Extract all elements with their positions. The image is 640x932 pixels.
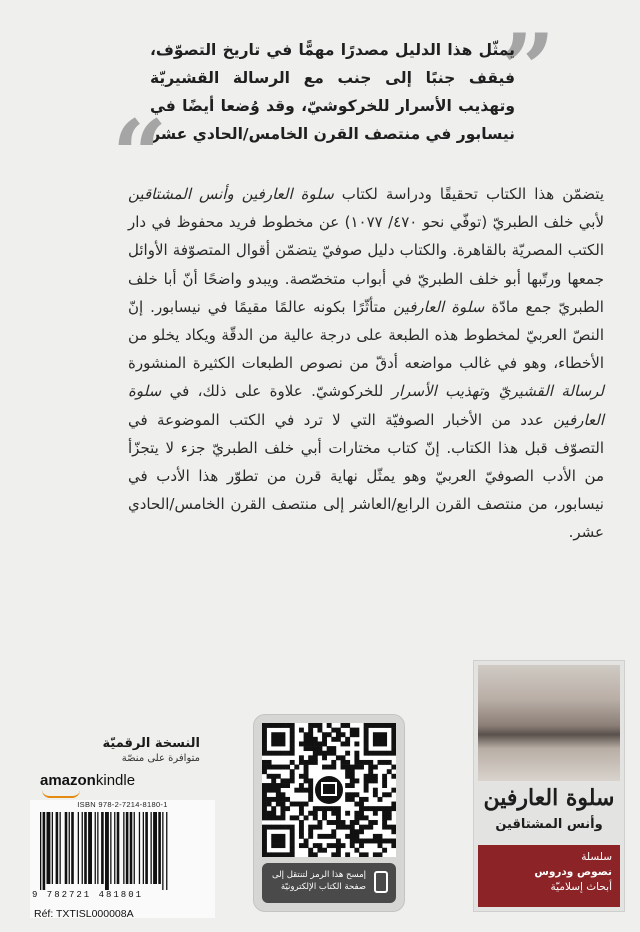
isbn-barcode xyxy=(30,800,215,918)
qr-code[interactable] xyxy=(262,723,396,857)
qr-caption-text: إمسح هذا الرمز لتنتقل إلى صفحة الكتاب الإلكترونيّة xyxy=(271,870,366,892)
cover-title: سلوة العارفين xyxy=(483,785,615,811)
book-title-ref: لرسالة القشيريّ xyxy=(498,382,604,401)
amazon-kindle-logo xyxy=(40,772,135,789)
book-cover-thumbnail xyxy=(473,660,625,912)
book-title-ref: سلوة العارفين وأنس المشتاقين xyxy=(128,185,334,203)
kindle-wordmark: kindle xyxy=(95,772,136,789)
cover-artwork xyxy=(478,665,620,781)
book-title-ref: سلوة العارفين xyxy=(128,382,604,429)
amazon-wordmark: amazon xyxy=(40,772,96,789)
series-line-1: سلسلة xyxy=(581,851,612,863)
description-text: يتضمّن هذا الكتاب تحقيقًا ودراسة لكتاب سلوة العارفين وأنس المشتاقين لأبي خلف الطبريّ (توفّي نحو ٤٧٠/ ١٠٧٧) عن مخطوط فريد محفوظ في دار الكتب المصريّة بالقاهرة. والكتاب دليل صوفيّ يتضمّن أقوال المتصوّفة الأوائل جمعها ورتّبها أبو خلف الطبريّ في أبواب متخصّصة. ويبدو واضحًا أنّ أبا خلف الطبريّ جمع مادّة سلوة العارفين متأثّرًا بكونه عالمًا مقيمًا في نيسابور. إنّ النصّ العربيّ لمخطوط هذه الطبعة على درجة عالية من الدقّة ويكاد يخلو من الأخطاء، وهو في غالب مواضعه أدقّ من نصوص الطبعات الكثيرة المنشورة لرسالة القشيريّ وتهذيب الأسرار للخركوشيّ. علاوة على ذلك، في سلوة العارفين عدد من الأخبار الصوفيّة التي لا ترد في الكتب الموضوعة في التصوّف قبل هذا الكتاب. إنّ كتاب مختارات أبي خلف الطبريّ جزء لا يتجزّأ من الأدب الصوفيّ العربيّ وهو يمثّل نهاية قرن من تطوّر هذا الأدب في نيسابور، من منتصف القرن الرابع/العاشر إلى منتصف القرن الخامس/الحادي عشر. xyxy=(128,185,604,542)
barcode-bars xyxy=(40,812,205,890)
qr-caption xyxy=(262,863,396,903)
quote-close-mark: “ xyxy=(112,99,168,212)
digital-edition-title: النسخة الرقميّة xyxy=(102,736,200,751)
qr-code-panel[interactable] xyxy=(253,714,405,912)
series-line-2: نصوص ودروس xyxy=(534,866,612,878)
book-title-ref: تهذيب الأسرار xyxy=(391,382,484,401)
isbn-text: ISBN 978-2-7214-8180-1 xyxy=(77,800,168,809)
reference-code: Réf: TXTISL000008A xyxy=(34,908,134,920)
amazon-smile-icon xyxy=(42,790,80,798)
book-title-ref: سلوة العارفين xyxy=(393,297,485,316)
phone-icon xyxy=(374,871,388,893)
series-label xyxy=(478,845,620,907)
series-line-3: أبحاث إسلاميّة xyxy=(550,881,612,893)
barcode-digits: 9 782721 481801 xyxy=(32,890,144,900)
pull-quote: يمثّل هذا الدليل مصدرًا مهمًّا في تاريخ التصوّف، فيقف جنبًا إلى جنب مع الرسالة القشيريّة وتهذيب الأسرار للخركوشيّ، وقد وُضعا أيضًا في نيسابور في منتصف القرن الخامس/الحادي عشر xyxy=(150,41,515,143)
digital-edition-note xyxy=(40,736,200,764)
cover-subtitle: وأنس المشتاقين xyxy=(495,817,603,832)
digital-edition-subtitle: متوافرة على منصّة xyxy=(121,753,200,764)
quote-open-mark: ” xyxy=(500,13,556,126)
